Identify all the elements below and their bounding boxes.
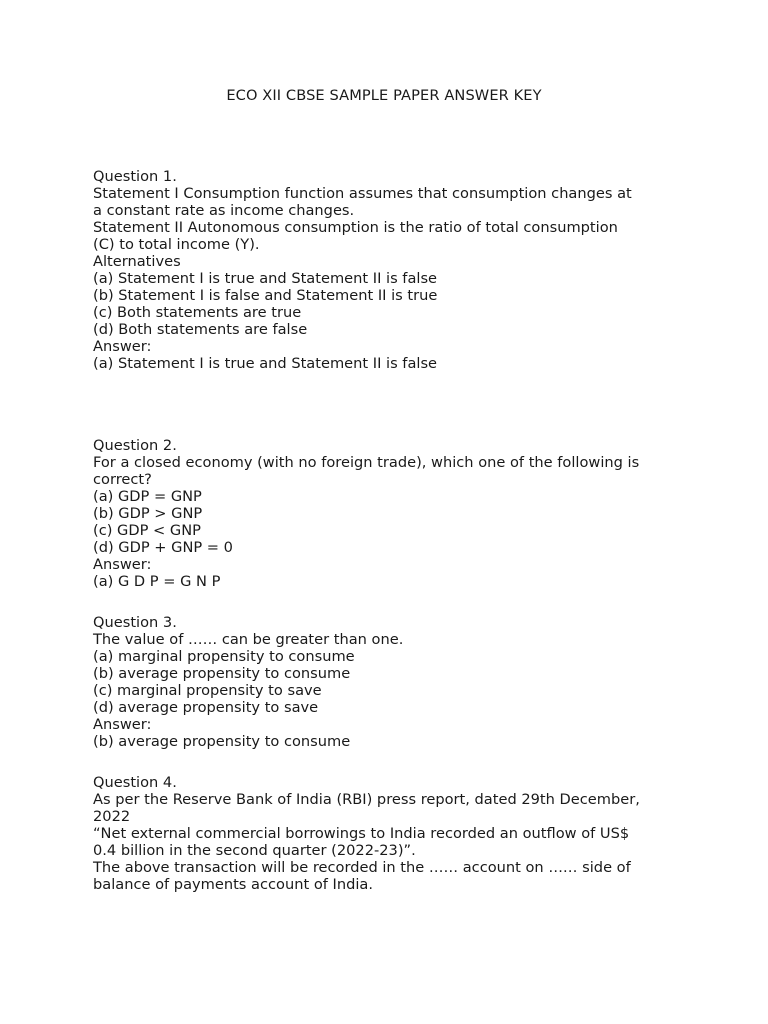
option-c: (c) marginal propensity to save	[93, 682, 322, 699]
question-heading: Question 3.	[93, 614, 177, 631]
question-4-block	[93, 774, 683, 893]
question-text-line: (C) to total income (Y).	[93, 236, 260, 253]
question-text-line: correct?	[93, 471, 152, 488]
question-text-line: Statement I Consumption function assumes that consumption changes at	[93, 185, 632, 202]
question-2-block	[93, 437, 683, 590]
question-text-line: The value of …… can be greater than one.	[93, 631, 404, 648]
option-d: (d) Both statements are false	[93, 321, 308, 338]
question-3-block	[93, 614, 683, 750]
document-title: ECO XII CBSE SAMPLE PAPER ANSWER KEY	[226, 87, 542, 104]
option-b: (b) GDP > GNP	[93, 505, 203, 522]
option-a: (a) marginal propensity to consume	[93, 648, 355, 665]
question-text-line: As per the Reserve Bank of India (RBI) press report, dated 29th December,	[93, 791, 640, 808]
alternatives-label: Alternatives	[93, 253, 181, 270]
question-text-line: Statement II Autonomous consumption is the ratio of total consumption	[93, 219, 618, 236]
question-text-line: 2022	[93, 808, 131, 825]
answer-text: (b) average propensity to consume	[93, 733, 351, 750]
option-a: (a) Statement I is true and Statement II is false	[93, 270, 438, 287]
answer-text: (a) Statement I is true and Statement II is false	[93, 355, 438, 372]
answer-label: Answer:	[93, 338, 152, 355]
answer-label: Answer:	[93, 556, 152, 573]
question-text-line: a constant rate as income changes.	[93, 202, 355, 219]
question-1-block	[93, 168, 683, 372]
option-a: (a) GDP = GNP	[93, 488, 202, 505]
option-c: (c) Both statements are true	[93, 304, 302, 321]
option-c: (c) GDP < GNP	[93, 522, 201, 539]
question-heading: Question 2.	[93, 437, 177, 454]
option-d: (d) average propensity to save	[93, 699, 319, 716]
question-text-line: balance of payments account of India.	[93, 876, 373, 893]
option-d: (d) GDP + GNP = 0	[93, 539, 233, 556]
option-b: (b) average propensity to consume	[93, 665, 351, 682]
answer-text: (a) G D P = G N P	[93, 573, 221, 590]
answer-label: Answer:	[93, 716, 152, 733]
question-text-line: “Net external commercial borrowings to India recorded an outflow of US$	[93, 825, 630, 842]
question-heading: Question 4.	[93, 774, 177, 791]
question-text-line: 0.4 billion in the second quarter (2022-23)”.	[93, 842, 416, 859]
question-heading: Question 1.	[93, 168, 177, 185]
question-text-line: For a closed economy (with no foreign trade), which one of the following is	[93, 454, 640, 471]
option-b: (b) Statement I is false and Statement II is true	[93, 287, 438, 304]
question-text-line: The above transaction will be recorded in the …… account on …… side of	[93, 859, 631, 876]
